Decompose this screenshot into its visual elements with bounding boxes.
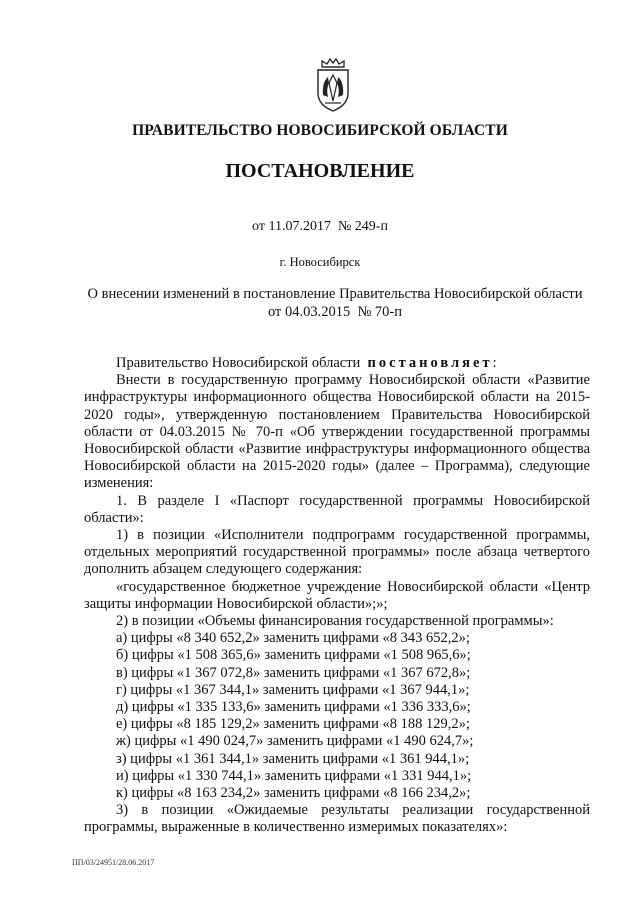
document-city: г. Новосибирск	[279, 255, 361, 269]
list-item: з) цифры «1 361 344,1» заменить цифрами «1 361 944,1»;	[116, 750, 470, 767]
document-subject	[80, 285, 590, 321]
quote-paragraph: «государственное бюджетное учреждение Новосибирской области «Центр защиты информации Новосибирской области»;»;	[84, 578, 590, 612]
resolves-suffix: :	[492, 355, 497, 371]
sub-item-3-paragraph: 3) в позиции «Ожидаемые результаты реализации государственной программы, выраженные в количественно измеримых показателях»:	[84, 802, 590, 836]
document-type-title: ПОСТАНОВЛЕНИЕ	[225, 160, 415, 182]
list-item: д) цифры «1 335 133,6» заменить цифрами «1 336 333,6»;	[116, 699, 471, 716]
document-body	[84, 355, 590, 837]
list-item: и) цифры «1 330 744,1» заменить цифрами «1 331 944,1»;	[116, 767, 472, 784]
document-footer-code: ПП/03/24951/28.06.2017	[72, 858, 155, 867]
document-date-number: от 11.07.2017 № 249-п	[252, 219, 388, 234]
resolves-paragraph	[84, 355, 590, 372]
list-item: б) цифры «1 508 365,6» заменить цифрами «1 508 965,6»;	[116, 647, 471, 664]
resolves-word: постановляет	[367, 355, 493, 371]
resolves-prefix: Правительство Новосибирской области	[116, 355, 361, 371]
sub-item-1-paragraph: 1) в позиции «Исполнители подпрограмм государственной программы, отдельных мероприятий государственной программы» после абзаца четвертого дополнить абзацем следующего содержания:	[84, 527, 590, 578]
list-item: к) цифры «8 163 234,2» заменить цифрами «8 166 234,2»;	[116, 785, 471, 802]
list-item: е) цифры «8 185 129,2» заменить цифрами «8 188 129,2»;	[116, 716, 470, 733]
subject-line-1: О внесении изменений в постановление Правительства Новосибирской области	[87, 286, 583, 302]
government-name: ПРАВИТЕЛЬСТВО НОВОСИБИРСКОЙ ОБЛАСТИ	[132, 122, 508, 139]
sub-item-2-paragraph: 2) в позиции «Объемы финансирования государственной программы»:	[116, 613, 554, 630]
novosibirsk-coat-of-arms-icon	[313, 57, 353, 113]
subject-line-2: от 04.03.2015 № 70-п	[267, 304, 403, 320]
list-item: а) цифры «8 340 652,2» заменить цифрами «8 343 652,2»;	[116, 630, 470, 647]
changes-list	[84, 630, 590, 802]
list-item: г) цифры «1 367 344,1» заменить цифрами «1 367 944,1»;	[116, 681, 470, 698]
list-item: в) цифры «1 367 072,8» заменить цифрами «1 367 672,8»;	[116, 664, 471, 681]
list-item: ж) цифры «1 490 024,7» заменить цифрами «1 490 624,7»;	[116, 733, 474, 750]
intro-paragraph: Внести в государственную программу Новосибирской области «Развитие инфраструктуры информационного общества Новосибирской области на 2015-2020 годы», утвержденную постановлением Правительства Новосибирской области от 04.03.2015 № 70-п «Об утверждении государственной программы Новосибирской области «Развитие инфраструктуры информационного общества Новосибирской области на 2015-2020 годы» (далее – Программа), следующие изменения:	[84, 372, 590, 492]
item-1-paragraph: 1. В разделе I «Паспорт государственной программы Новосибирской области»:	[84, 492, 590, 526]
